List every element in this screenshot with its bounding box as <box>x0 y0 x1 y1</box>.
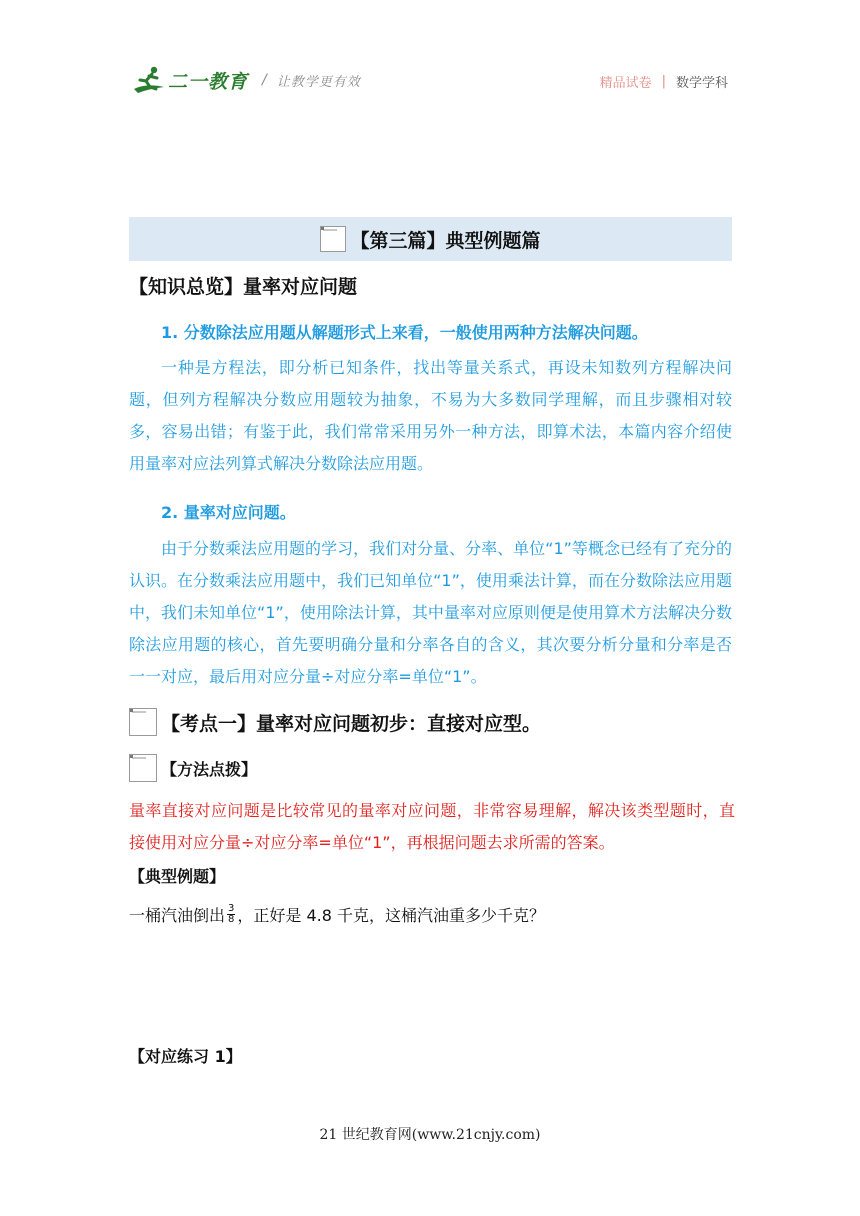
header-label-subject: 数学学科 <box>675 76 728 91</box>
practice-heading: 【对应练习 1】 <box>129 1047 242 1066</box>
fraction-numerator: 3 <box>228 903 235 914</box>
point1-heading: 1. 分数除法应用题从解题形式上来看，一般使用两种方法解决问题。 <box>161 323 648 342</box>
point2-paragraph: 由于分数乘法应用题的学习，我们对分量、分率、单位“1”等概念已经有了充分的认识。在分数乘法应用题中，我们已知单位“1”，使用乘法计算，而在分数除法应用题中，我们未知单位“1”，使用除法计算，其中量率对应原则便是使用算术方法解决分数除法应用题的核心，首先要明确分量和分率各自的含义，其次要分析分量和分率是否一一对应，最后用对应分量÷对应分率=单位“1”。 <box>129 539 732 686</box>
kaodian-heading <box>129 708 541 736</box>
method-heading-text: 【方法点拨】 <box>161 759 258 779</box>
image-placeholder-icon <box>129 754 157 782</box>
example-text-before: 一桶汽油倒出 <box>129 906 226 925</box>
example-text-after: ，正好是 4.8 千克，这桶汽油重多少千克？ <box>237 906 546 925</box>
method-heading <box>129 754 257 782</box>
logo-slogan: 让教学更有效 <box>276 74 361 90</box>
example-question <box>129 903 545 926</box>
logo-text: 二一教育 <box>168 70 249 93</box>
section-title: 【第三篇】典型例题篇 <box>350 229 541 252</box>
page-footer: 21 世纪教育网(www.21cnjy.com) <box>319 1127 541 1143</box>
kaodian-heading-text: 【考点一】量率对应问题初步：直接对应型。 <box>161 712 542 735</box>
runner-logo-icon <box>132 65 166 95</box>
knowledge-heading: 【知识总览】量率对应问题 <box>129 276 358 298</box>
example-heading: 【典型例题】 <box>129 867 226 886</box>
method-paragraph: 量率直接对应问题是比较常见的量率对应问题，非常容易理解，解决该类型题时，直接使用对应分量÷对应分率=单位“1”，再根据问题去求所需的答案。 <box>129 801 735 852</box>
point2-heading: 2. 量率对应问题。 <box>161 503 296 522</box>
image-placeholder-icon <box>320 226 346 252</box>
header-subject <box>600 72 728 91</box>
fraction <box>227 904 235 925</box>
header-logo <box>132 62 361 98</box>
header-divider: | <box>661 74 666 89</box>
logo-separator: / <box>262 72 267 88</box>
image-placeholder-icon <box>129 708 157 736</box>
point1-paragraph: 一种是方程法，即分析已知条件，找出等量关系式，再设未知数列方程解决问题，但列方程解决分数应用题较为抽象，不易为大多数同学理解，而且步骤相对较多，容易出错；有鉴于此，我们常常采用另外一种方法，即算术法，本篇内容介绍使用量率对应法列算式解决分数除法应用题。 <box>129 358 732 473</box>
section-banner <box>129 217 732 261</box>
fraction-denominator: 8 <box>228 914 235 925</box>
header-label-premium: 精品试卷 <box>599 76 652 91</box>
